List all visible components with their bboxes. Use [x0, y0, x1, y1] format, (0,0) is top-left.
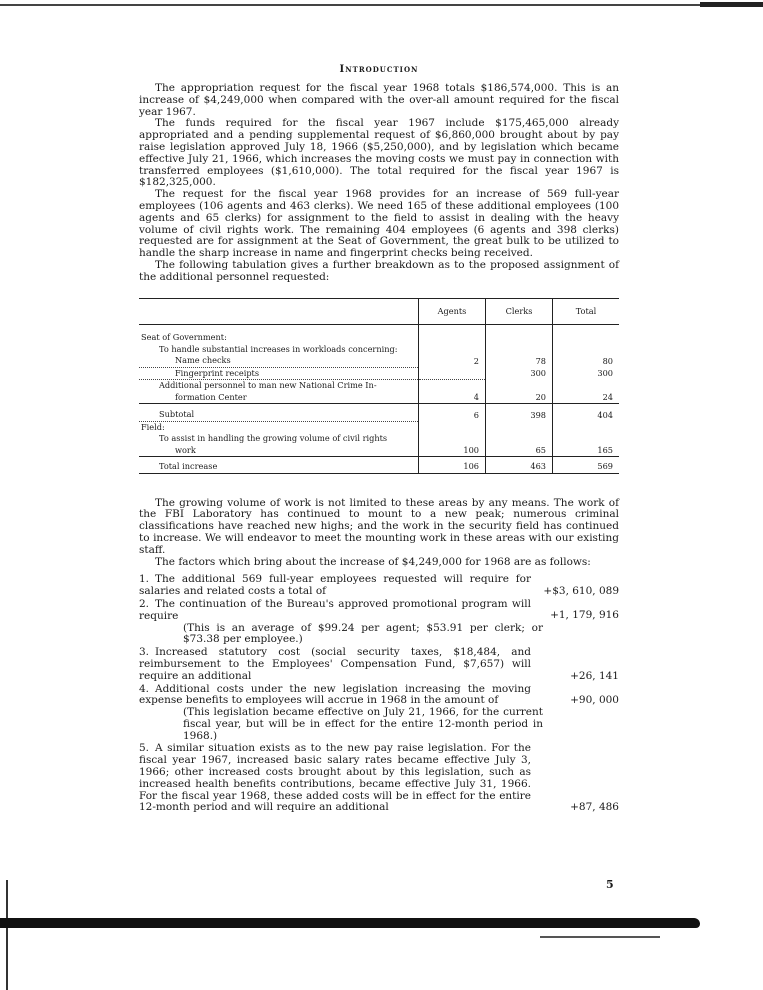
seat-label: Seat of Government: [141, 332, 227, 343]
total-increase-agents: 106 [419, 457, 486, 474]
subtotal-clerks: 398 [486, 404, 553, 422]
table-row [139, 344, 619, 356]
header-agents: Agents [419, 298, 486, 325]
table-row [139, 355, 619, 367]
total-increase-total: 569 [553, 457, 620, 474]
factor-text: A similar situation exists as to the new pay raise legislation. For the fiscal year 1967, increased basic salary rates became effective July 3, 1966; other increased costs brought about by this legislation, such as increased health benefits contributions, became effective July 31, 1966. For the fiscal year 1968, these added costs will be in effect for the entire 12-month period and will require an additional [139, 742, 531, 814]
list-item [139, 647, 619, 682]
paragraph-5: The growing volume of work is not limited to these areas by any means. The work of the FBI Laboratory has continued to mount to a new peak; numerous criminal classifications have reached new highs; and the work in the security field has continued to increase. We will endeavor to meet the mounting work in these areas with our existing staff. [139, 496, 619, 556]
factor-number: 4. [139, 682, 150, 695]
civil-label-1: To assist in handling the growing volume of civil rights [159, 433, 388, 444]
table-row [139, 433, 619, 445]
fingerprint-total: 300 [553, 367, 620, 380]
table-row [139, 404, 619, 422]
factor-amount: +90, 000 [570, 693, 619, 706]
page-content [139, 64, 619, 815]
personnel-table [139, 298, 619, 474]
factor-amount: +1, 179, 916 [550, 609, 619, 622]
paragraph-4: The following tabulation gives a further breakdown as to the proposed assignment of the additional personnel requested: [139, 258, 619, 283]
factor-text: Additional costs under the new legislation increasing the moving expense benefits to employees will accrue in 1968 in the amount of [139, 682, 531, 707]
list-item [139, 743, 619, 814]
total-increase-clerks: 463 [486, 457, 553, 474]
factor-text: The additional 569 full-year employees requested will require for salaries and related costs a total of [139, 573, 531, 598]
factor-amount: +$3, 610, 089 [543, 585, 619, 598]
factors-list [139, 574, 619, 814]
ncic-agents: 4 [419, 392, 486, 404]
table-row [139, 392, 619, 404]
field-label: Field: [141, 421, 165, 432]
scan-edge-bottom [0, 918, 700, 928]
ncic-label-2: formation Center [139, 392, 419, 404]
table-row [139, 367, 619, 380]
header-clerks: Clerks [486, 298, 553, 325]
factor-number: 3. [139, 646, 150, 659]
table-header-row [139, 298, 619, 325]
after-table-section [139, 498, 619, 569]
subtotal-total: 404 [553, 404, 620, 422]
scan-edge-top-mark [700, 2, 763, 7]
factor-number: 1. [139, 573, 150, 586]
section-heading: Introduction [339, 64, 419, 75]
factor-number: 5. [139, 742, 150, 755]
scan-edge-bottom-mark [540, 936, 660, 938]
scan-edge-top [0, 4, 763, 6]
total-increase-label: Total increase [139, 457, 419, 474]
table-row [139, 457, 619, 474]
ncic-clerks: 20 [486, 392, 553, 404]
name-checks-total: 80 [553, 355, 620, 367]
factor-text: Increased statutory cost (social security taxes, $18,484, and reimbursement to the Employees' Compensation Fund, $7,657) will require an additional [139, 646, 531, 682]
table-row [139, 380, 619, 392]
subtotal-agents: 6 [419, 404, 486, 422]
factor-number: 2. [139, 597, 150, 610]
name-checks-clerks: 78 [486, 355, 553, 367]
factor-note: (This legislation became effective on July 21, 1966, for the current fiscal year, but will be in effect for the entire 12-month period in 1968.) [183, 706, 543, 742]
scan-edge-left [6, 880, 8, 990]
list-item [139, 574, 619, 598]
fingerprint-agents [419, 367, 486, 380]
civil-clerks: 65 [486, 445, 553, 457]
table-row [139, 421, 619, 433]
table-header-blank [139, 298, 419, 325]
table-row [139, 445, 619, 457]
paragraph-6: The factors which bring about the increase of $4,249,000 for 1968 are as follows: [155, 555, 591, 568]
name-checks-label: Name checks [139, 355, 419, 367]
paragraph-2: The funds required for the fiscal year 1967 include $175,465,000 already appropriated and a pending supplemental request of $6,860,000 brought about by pay raise legislation approved July 18, 1966 ($5,250,000), and by legislation which became effective July 21, 1966, which increases the moving costs we must pay in connection with transferred employees ($1,610,000). The total required for the fiscal year 1967 is $182,325,000. [139, 117, 619, 189]
list-item [139, 684, 619, 743]
ncic-label-1: Additional personnel to man new National Crime In- [159, 380, 377, 391]
factor-amount: +87, 486 [570, 801, 619, 814]
paragraph-1: The appropriation request for the fiscal year 1968 totals $186,574,000. This is an increase of $4,249,000 when compared with the over-all amount required for the fiscal year 1967. [139, 82, 619, 118]
factor-amount: +26, 141 [570, 669, 619, 682]
page-number: 5 [606, 878, 614, 891]
civil-agents: 100 [419, 445, 486, 457]
fingerprint-clerks: 300 [486, 367, 553, 380]
ncic-total: 24 [553, 392, 620, 404]
factor-text: The continuation of the Bureau's approved promotional program will require [139, 597, 531, 622]
name-checks-agents: 2 [419, 355, 486, 367]
table-row [139, 325, 619, 344]
header-total: Total [553, 298, 620, 325]
civil-label-2: work [139, 445, 419, 457]
factor-note: (This is an average of $99.24 per agent; $53.91 per clerk; or $73.38 per employee.) [183, 621, 543, 646]
paragraph-3: The request for the fiscal year 1968 provides for an increase of 569 full-year employees (106 agents and 463 clerks). We need 165 of these additional employees (100 agents and 65 clerks) for assignment to the field to assist in dealing with the heavy volume of civil rights work. The remaining 404 employees (6 agents and 398 clerks) requested are for assignment at the Seat of Government, the great bulk to be utilized to handle the sharp increase in name and fingerprint checks being received. [139, 188, 619, 260]
civil-total: 165 [553, 445, 620, 457]
list-item [139, 599, 619, 646]
workload-label: To handle substantial increases in workloads concerning: [159, 343, 398, 354]
fingerprint-label: Fingerprint receipts [139, 367, 419, 380]
subtotal-label: Subtotal [139, 404, 419, 422]
